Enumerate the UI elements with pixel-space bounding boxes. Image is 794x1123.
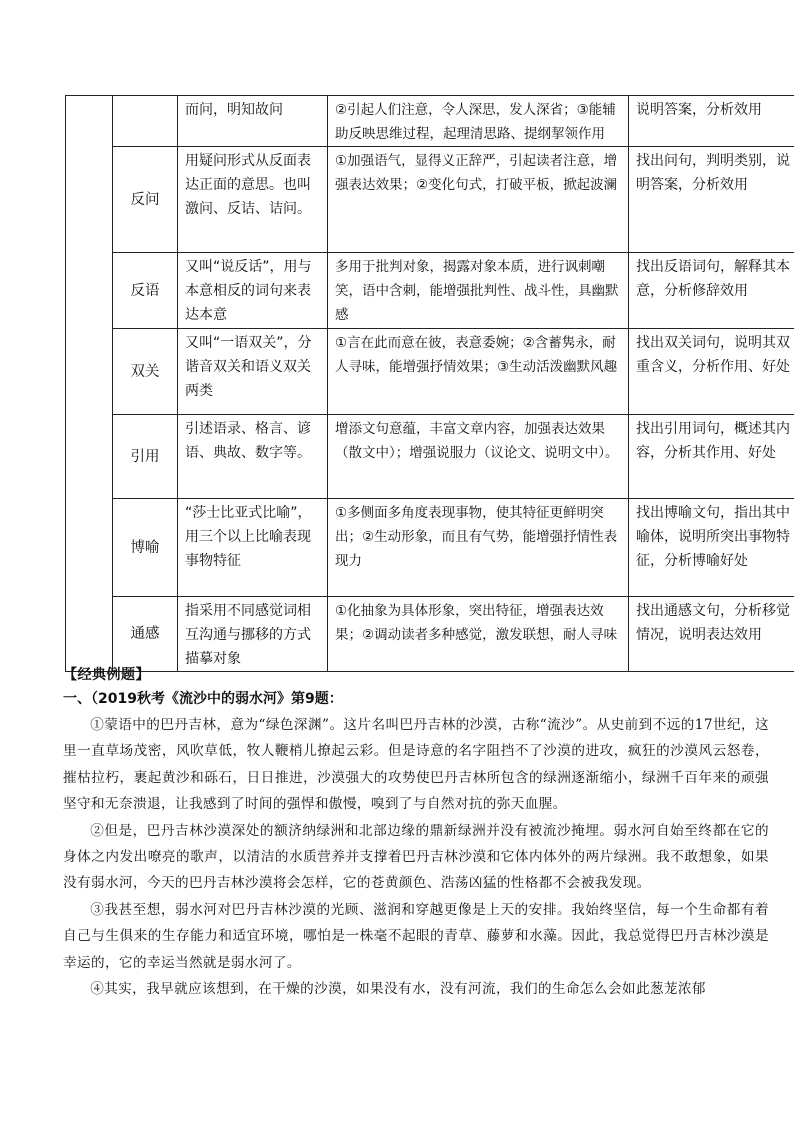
table-row <box>66 499 794 597</box>
table-row <box>66 96 794 147</box>
method-cell: 找出反语词句，解释其本意，分析修辞效用 <box>629 253 794 329</box>
definition-cell: 又叫“一语双关”，分谐音双关和语义双关两类 <box>178 329 328 415</box>
table-row <box>66 415 794 499</box>
effect-cell: ①多侧面多角度表现事物，使其特征更鲜明突出；②生动形象，而且有气势，能增强抒情性表现力 <box>328 499 629 597</box>
effect-cell: ②引起人们注意，令人深思，发人深省；③能辅助反映思维过程，起理清思路、提纲挈领作用 <box>328 96 629 147</box>
effect-cell: 多用于批判对象，揭露对象本质，进行讽刺嘲笑，语中含刺，能增强批判性、战斗性，具幽默感 <box>328 253 629 329</box>
table-row <box>66 147 794 253</box>
device-name-cell: 通感 <box>113 597 178 672</box>
rhetoric-table <box>65 95 794 672</box>
device-name-cell: 双关 <box>113 329 178 415</box>
effect-cell: ①化抽象为具体形象，突出特征，增强表达效果；②调动读者多种感觉，激发联想，耐人寻味 <box>328 597 629 672</box>
effect-cell: ①加强语气，显得义正辞严，引起读者注意，增强表达效果；②变化句式，打破平板，掀起波澜 <box>328 147 629 253</box>
method-cell: 找出博喻文句，指出其中喻体，说明所突出事物特征，分析博喻好处 <box>629 499 794 597</box>
section-title: 【经典例题】 <box>63 667 150 683</box>
definition-cell: 指采用不同感觉词相互沟通与挪移的方式描摹对象 <box>178 597 328 672</box>
effect-cell: 增添文句意蕴，丰富文章内容，加强表达效果（散文中）；增强说服力（议论文、说明文中）。 <box>328 415 629 499</box>
device-name-cell <box>113 96 178 147</box>
reading-passage <box>63 712 769 1002</box>
definition-cell: 而问，明知故问 <box>178 96 328 147</box>
method-cell: 找出问句，判明类别，说明答案，分析效用 <box>629 147 794 253</box>
passage-paragraph: ①蒙语中的巴丹吉林，意为“绿色深渊”。这片名叫巴丹吉林的沙漠，古称“流沙”。从史前到不远的17世纪，这里一直草场茂密，风吹草低，牧人鞭梢儿撩起云彩。但是诗意的名字阻挡不了沙漠的进攻，疯狂的沙漠风云怒卷，摧枯拉朽，裹起黄沙和砾石，日日推进，沙漠强大的攻势使巴丹吉林所包含的绿洲逐渐缩小，绿洲千百年来的顽强坚守和无奈溃退，让我感到了时间的强悍和傲慢，嗅到了与自然对抗的弥天血腥。 <box>63 717 769 813</box>
table-row <box>66 597 794 672</box>
method-cell: 说明答案，分析效用 <box>629 96 794 147</box>
definition-cell: 用疑问形式从反面表达正面的意思。也叫激问、反诘、诘问。 <box>178 147 328 253</box>
passage-paragraph: ④其实，我早就应该想到，在干燥的沙漠，如果没有水，没有河流，我们的生命怎么会如此葱茏浓郁 <box>90 981 706 998</box>
definition-cell: 又叫“说反话”，用与本意相反的词句来表达本意 <box>178 253 328 329</box>
effect-cell: ①言在此而意在彼，表意委婉；②含蓄隽永，耐人寻味，能增强抒情效果；③生动活泼幽默风趣 <box>328 329 629 415</box>
device-name-cell: 引用 <box>113 415 178 499</box>
category-cell <box>66 96 113 672</box>
method-cell: 找出引用词句，概述其内容，分析其作用、好处 <box>629 415 794 499</box>
question-title: 一、（2019秋考《流沙中的弱水河》第9题： <box>63 691 343 707</box>
method-cell: 找出通感文句，分析移觉情况，说明表达效用 <box>629 597 794 672</box>
device-name-cell: 博喻 <box>113 499 178 597</box>
device-name-cell: 反语 <box>113 253 178 329</box>
table-row <box>66 253 794 329</box>
table-row <box>66 329 794 415</box>
definition-cell: 引述语录、格言、谚语、典故、数字等。 <box>178 415 328 499</box>
passage-paragraph: ③我甚至想，弱水河对巴丹吉林沙漠的光顾、滋润和穿越更像是上天的安排。我始终坚信，每一个生命都有着自己与生俱来的生存能力和适宜环境，哪怕是一株毫不起眼的青草、藤萝和水藻。因此，我总觉得巴丹吉林沙漠是幸运的，它的幸运当然就是弱水河了。 <box>63 901 769 971</box>
method-cell: 找出双关词句，说明其双重含义，分析作用、好处 <box>629 329 794 415</box>
passage-paragraph: ②但是，巴丹吉林沙漠深处的额济纳绿洲和北部边缘的鼎新绿洲并没有被流沙掩埋。弱水河自始至终都在它的身体之内发出嘹亮的歌声，以清洁的水质营养并支撑着巴丹吉林沙漠和它体内体外的两片绿洲。我不敢想象，如果没有弱水河，今天的巴丹吉林沙漠将会怎样，它的苍黄颜色、浩荡凶猛的性格都不会被我发现。 <box>63 822 769 892</box>
definition-cell: “莎士比亚式比喻”，用三个以上比喻表现事物特征 <box>178 499 328 597</box>
device-name-cell: 反问 <box>113 147 178 253</box>
